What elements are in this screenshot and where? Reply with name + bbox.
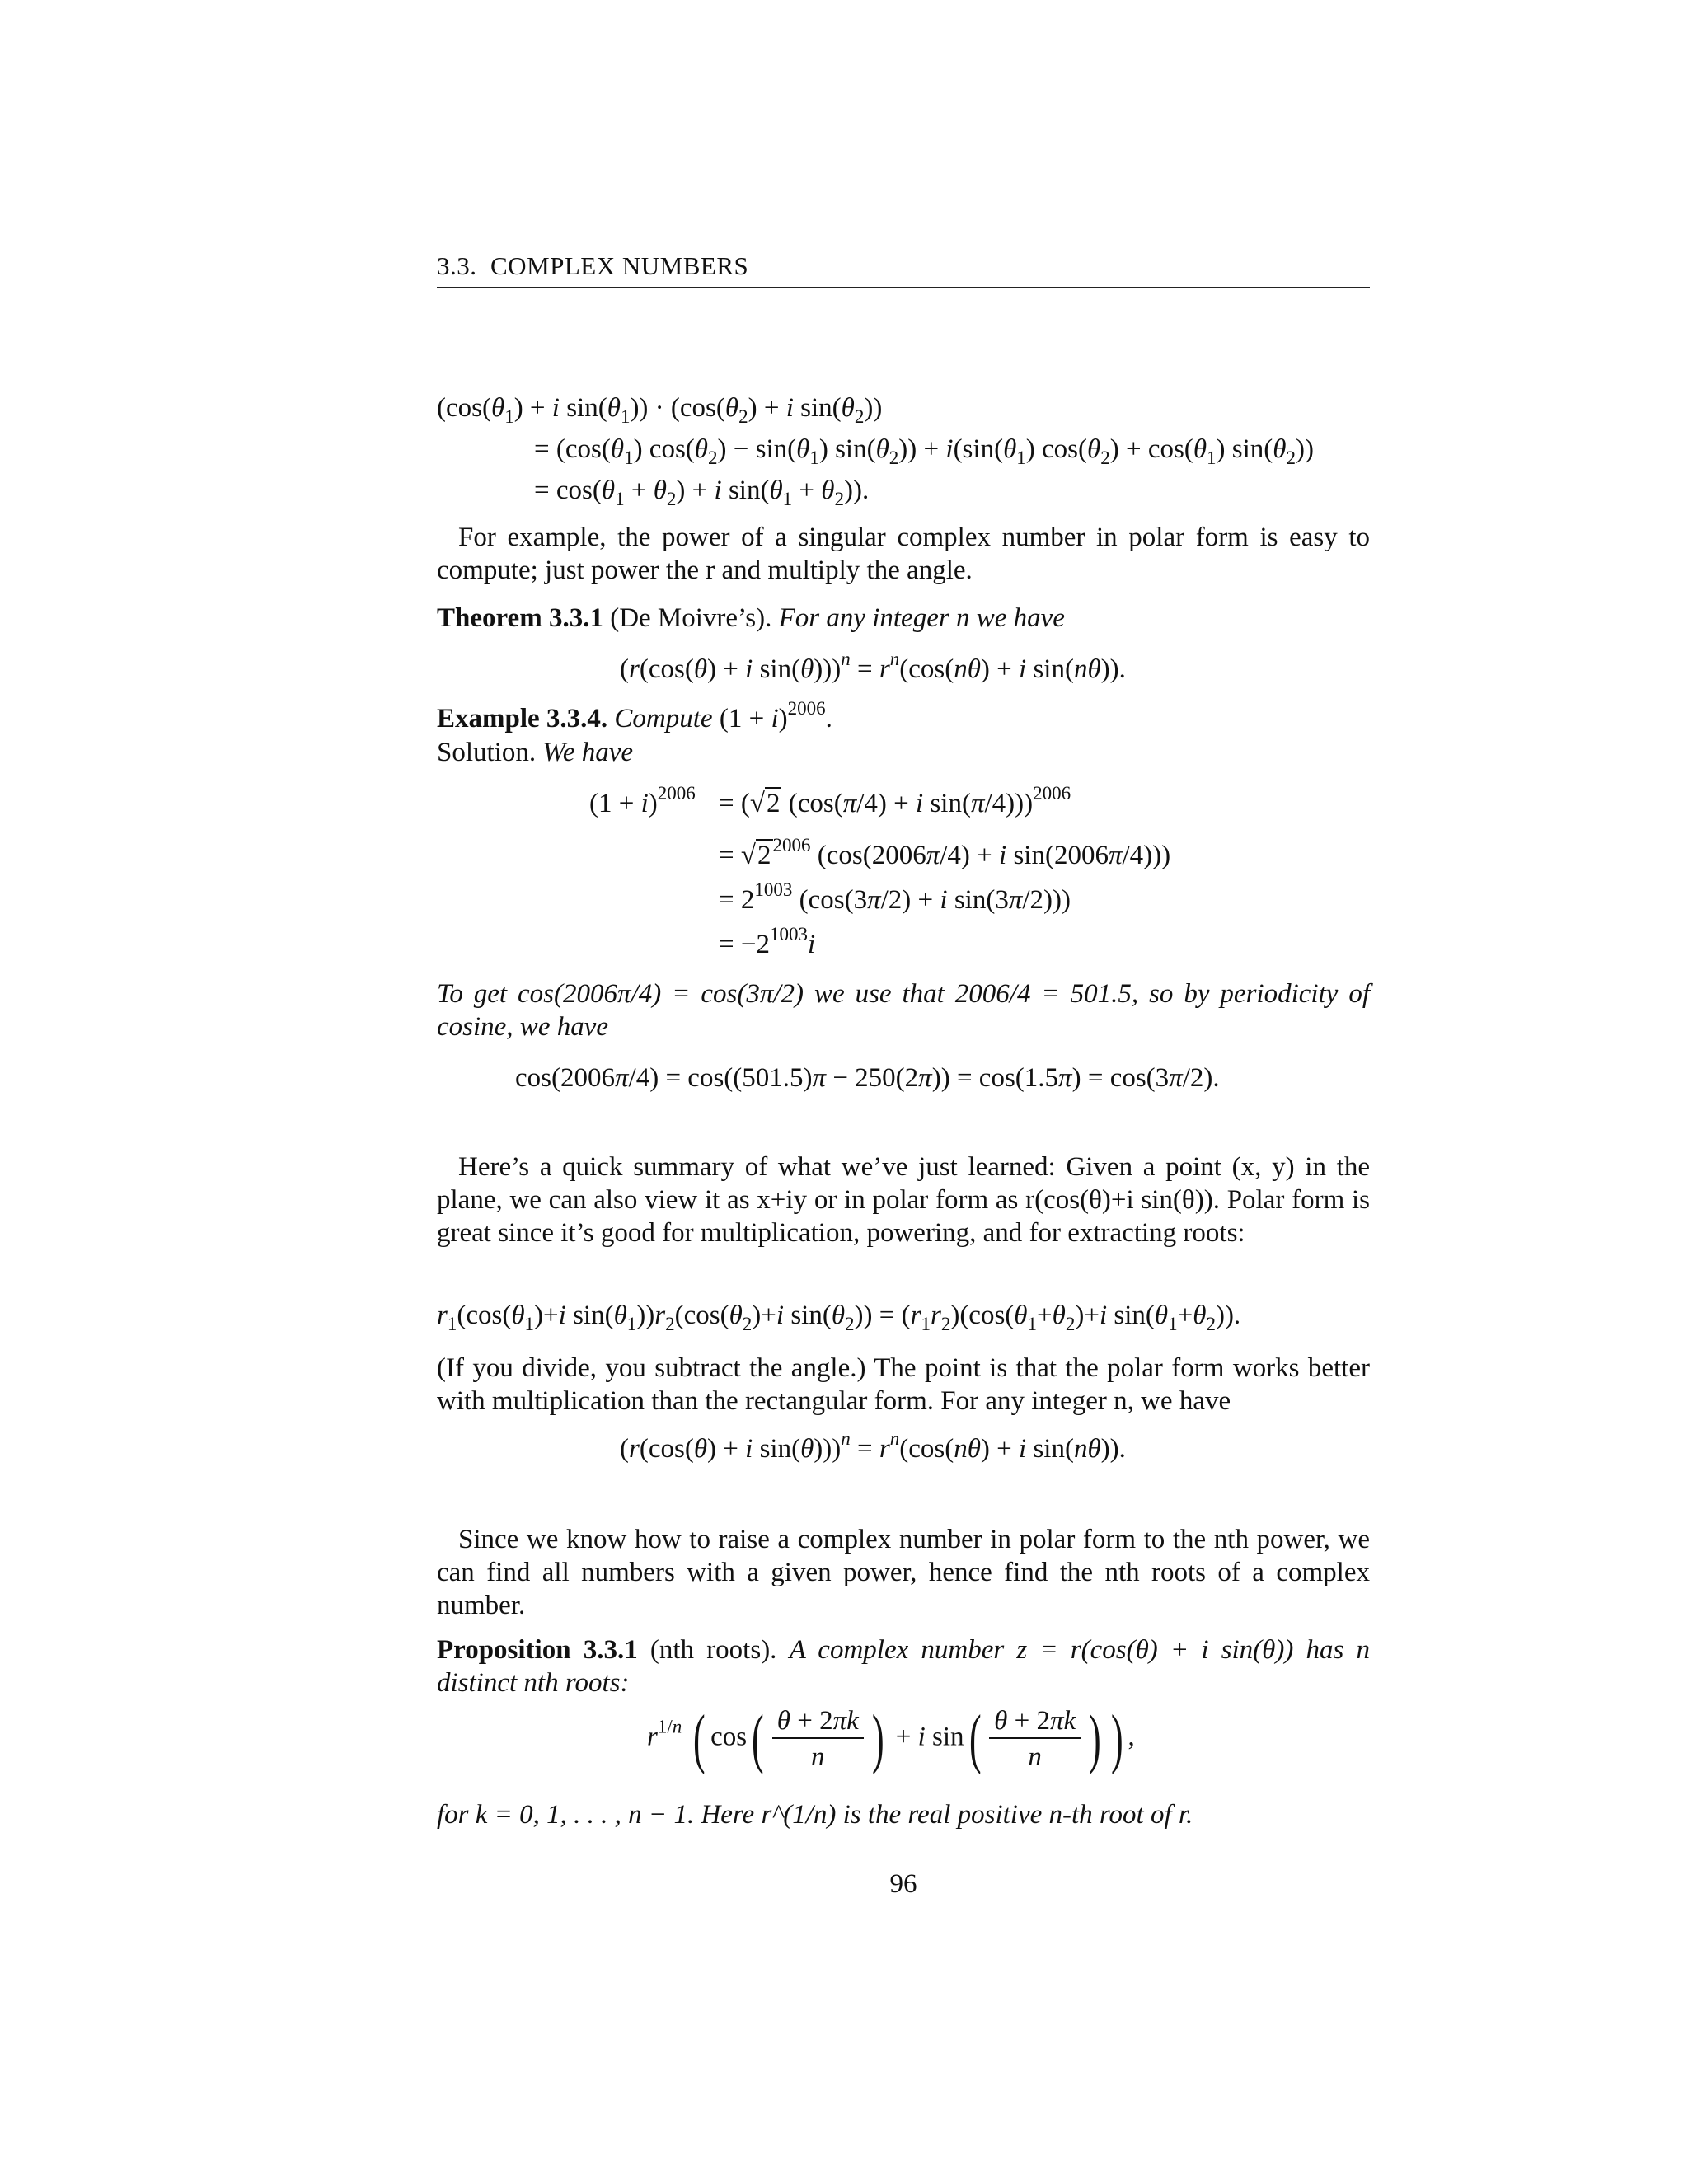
solution-text: We have (542, 738, 634, 767)
equation-product-line3: = $\cos(\theta_1 + \theta_2) + i$ $\sin(\theta_1 + \theta_2)$). (534, 476, 870, 509)
example-label: Example 3.3.4. (437, 704, 608, 733)
equation-nth-roots: $r^{1/n}$ ( cos( $\frac{\theta + 2\pi k}{n}$ ) + i sin( $\frac{\theta + 2\pi k}{n}$ ) ) , (647, 1703, 1135, 1775)
solution-label: Solution. (437, 738, 537, 767)
equation-product-line1: ($\cos(\theta_1) + i$ $\sin(\theta_1)) \cdot (\cos(\theta_2) + i$ $\sin(\theta_2)$) (437, 393, 883, 427)
paragraph-example-power: For example, the power of a singular complex number in polar form is easy to compute; just power the r and multiply the angle. (437, 523, 1370, 585)
solution-eq-line4: = $-2^{1003}i$ (719, 924, 816, 959)
paragraph-divide: (If you divide, you subtract the angle.) The point is that the polar form works better with multiplication than the rectangular form. For any integer n, we have (437, 1353, 1370, 1416)
example-heading: Example 3.3.4. Compute $(1 + i)^{2006}$. (437, 698, 832, 733)
page-number: 96 (889, 1869, 917, 1899)
example-task: Compute (614, 704, 713, 733)
theorem-label: Theorem 3.3.1 (437, 603, 603, 633)
section-title: COMPLEX NUMBERS (490, 251, 749, 280)
section-number: 3.3. (437, 251, 477, 280)
theorem-name: (De Moivre’s). (610, 603, 772, 633)
roots-footer: for k = 0, 1, . . . , n − 1. Here r^(1/n) is the real positive n-th root of r. (437, 1800, 1193, 1830)
equation-periodicity: cos(2006π/4) = cos((501.5)π − 250(2π)) = cos(1.5π) = cos(3π/2). (515, 1063, 1220, 1093)
equation-product-line2: = $(\cos(\theta_1) \cos(\theta_2) - \sin(\theta_1) \sin(\theta_2)) + i(\sin(\theta_1) \cos(\theta_2) + \cos(\theta_1)$ $\sin(\theta_2)$) (534, 434, 1314, 468)
solution-eq-line1: = (√2 (cos(π/4) + i sin(π/4)))$^{2006}$ (719, 783, 1071, 818)
proposition-statement: A complex number z = r(cos(θ) + i sin(θ)) has n distinct nth roots: (437, 1635, 1370, 1698)
header-rule (437, 287, 1370, 288)
equation-de-moivre-repeat: (r(cos(θ) + i $\sin(\theta)))^n = r^n(\cos(n\theta) + i$ sin(nθ)). (620, 1428, 1126, 1464)
equation-polar-product: $r_1(\cos(\theta_1)+i$ $\sin(\theta_1))r_2(\cos(\theta_2)+i$ $\sin(\theta_2)) = (r_1r_2)(\cos(\theta_1+\theta_2)+i$ $\sin(\theta_1+\theta_2)$). (437, 1301, 1241, 1334)
proposition-name: (nth roots). (649, 1635, 777, 1665)
periodicity-note: To get cos(2006π/4) = cos(3π/2) we use that 2006/4 = 501.5, so by periodicity of cosine, we have (437, 979, 1370, 1042)
solution-line (437, 736, 633, 769)
proposition-label: Proposition 3.3.1 (437, 1635, 638, 1665)
solution-eq-line2: = $√2^{2006}$ (cos(2006π/4) + i sin(2006π/4))) (719, 835, 1171, 870)
theorem-de-moivre (437, 602, 1065, 635)
running-header (437, 251, 1370, 281)
solution-eq-line3: = $2^{1003}$ (cos(3π/2) + i sin(3π/2))) (719, 879, 1071, 915)
proposition-nth-roots (437, 1633, 1370, 1699)
equation-de-moivre: (r(cos(θ) + i $\sin(\theta)))^n = r^n(\cos(n\theta) + i$ sin(nθ)). (620, 649, 1126, 684)
paragraph-roots-intro: Since we know how to raise a complex number in polar form to the nth power, we can find all numbers with a given power, hence find the nth roots of a complex number. (437, 1525, 1370, 1620)
theorem-statement: For any integer n we have (778, 603, 1065, 633)
paragraph-summary: Here’s a quick summary of what we’ve just learned: Given a point (x, y) in the plane, we can also view it as x+iy or in polar form as r(cos(θ)+i sin(θ)). Polar form is great since it’s good for multiplication, powering, and for extracting roots: (437, 1152, 1370, 1248)
solution-eq-lhs: $(1 + i)^{2006}$ (589, 783, 696, 818)
